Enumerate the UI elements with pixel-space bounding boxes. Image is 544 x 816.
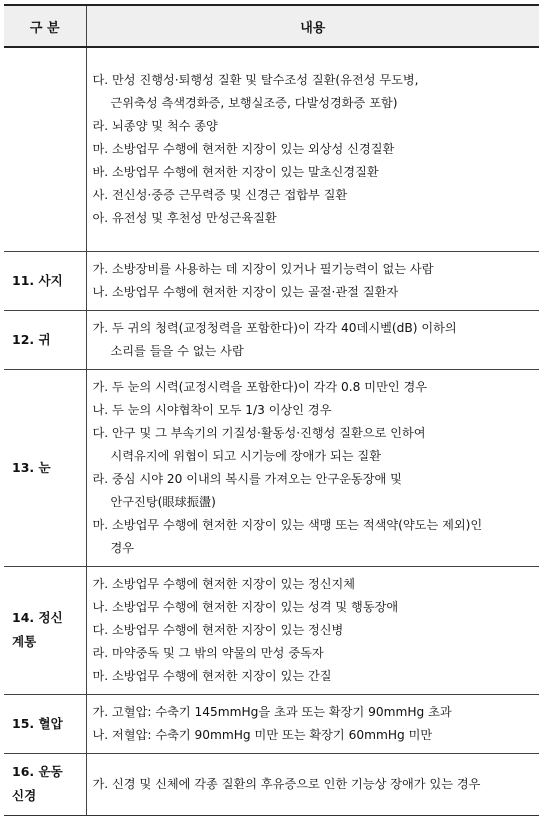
item-text: 다. 만성 진행성·퇴행성 질환 및 탈수조성 질환(유전성 무도병, xyxy=(92,72,419,87)
list-item xyxy=(93,596,536,619)
list-item xyxy=(93,399,536,422)
list-item xyxy=(93,138,536,161)
requirements-table xyxy=(4,4,539,816)
table-row xyxy=(4,310,539,369)
list-item xyxy=(93,115,536,138)
item-text: 아. 유전성 및 후천성 만성근육질환 xyxy=(92,210,277,225)
header-content: 내용 xyxy=(86,5,539,47)
list-item xyxy=(93,619,536,642)
item-text: 마. 소방업무 수행에 현저한 지장이 있는 간질 xyxy=(92,668,332,683)
list-item xyxy=(93,281,536,304)
list-item xyxy=(93,422,536,468)
row-category: 14. 정신 계통 xyxy=(4,566,86,694)
row-category: 15. 혈압 xyxy=(4,694,86,753)
item-text: 사. 전신성·중증 근무력증 및 신경근 접합부 질환 xyxy=(92,187,348,202)
list-item xyxy=(93,773,536,796)
item-text: 마. 소방업무 수행에 현저한 지장이 있는 색맹 또는 적색약(약도는 제외)인 xyxy=(92,517,483,532)
item-text: 가. 소방업무 수행에 현저한 지장이 있는 정신지체 xyxy=(92,576,356,591)
item-text-continuation: 안구진탕(眼球振盪) xyxy=(110,494,216,509)
row-items xyxy=(86,566,539,694)
row-items xyxy=(86,310,539,369)
item-text: 나. 소방업무 수행에 현저한 지장이 있는 성격 및 행동장애 xyxy=(92,599,399,614)
item-text: 나. 저혈압: 수축기 90mmHg 미만 또는 확장기 60mmHg 미만 xyxy=(92,727,433,742)
row-category: 13. 눈 xyxy=(4,369,86,566)
list-item xyxy=(93,514,536,560)
item-text: 라. 마약중독 및 그 밖의 약물의 만성 중독자 xyxy=(92,645,324,660)
row-items xyxy=(86,47,539,251)
table-row xyxy=(4,694,539,753)
list-item xyxy=(93,161,536,184)
row-category: 11. 사지 xyxy=(4,251,86,310)
item-text-continuation: 소리를 들을 수 없는 사람 xyxy=(110,343,244,358)
item-text: 라. 뇌종양 및 척수 종양 xyxy=(92,118,218,133)
list-item xyxy=(93,258,536,281)
list-item xyxy=(93,317,536,363)
table-header-row xyxy=(4,5,539,47)
list-item xyxy=(93,701,536,724)
list-item xyxy=(93,573,536,596)
item-text: 가. 두 귀의 청력(교정청력을 포함한다)이 각각 40데시벨(dB) 이하의 xyxy=(92,320,457,335)
item-text-continuation: 경우 xyxy=(110,540,135,555)
item-text: 라. 중심 시야 20 이내의 복시를 가져오는 안구운동장애 및 xyxy=(92,471,402,486)
table-row xyxy=(4,369,539,566)
row-items xyxy=(86,694,539,753)
item-text-continuation: 시력유지에 위협이 되고 시기능에 장애가 되는 질환 xyxy=(110,448,381,463)
list-item xyxy=(93,724,536,747)
table-body xyxy=(4,47,539,815)
item-text: 나. 두 눈의 시야협착이 모두 1/3 이상인 경우 xyxy=(92,402,332,417)
list-item xyxy=(93,468,536,514)
item-text: 가. 두 눈의 시력(교정시력을 포함한다)이 각각 0.8 미만인 경우 xyxy=(92,379,428,394)
table-row xyxy=(4,566,539,694)
list-item xyxy=(93,376,536,399)
item-text-continuation: 근위축성 측색경화증, 보행실조증, 다발성경화증 포함) xyxy=(110,95,398,110)
list-item xyxy=(93,69,536,115)
header-category: 구 분 xyxy=(4,5,86,47)
list-item xyxy=(93,642,536,665)
row-items xyxy=(86,369,539,566)
row-category: 12. 귀 xyxy=(4,310,86,369)
table-row xyxy=(4,47,539,251)
list-item xyxy=(93,665,536,688)
list-item xyxy=(93,184,536,207)
row-items xyxy=(86,753,539,815)
row-category: 16. 운동 신경 xyxy=(4,753,86,815)
item-text: 나. 소방업무 수행에 현저한 지장이 있는 골절·관절 질환자 xyxy=(92,284,399,299)
item-text: 마. 소방업무 수행에 현저한 지장이 있는 외상성 신경질환 xyxy=(92,141,395,156)
row-items xyxy=(86,251,539,310)
item-text: 다. 소방업무 수행에 현저한 지장이 있는 정신병 xyxy=(92,622,344,637)
table-row xyxy=(4,251,539,310)
list-item xyxy=(93,207,536,230)
item-text: 가. 소방장비를 사용하는 데 지장이 있거나 필기능력이 없는 사람 xyxy=(92,261,434,276)
item-text: 가. 고혈압: 수축기 145mmHg을 초과 또는 확장기 90mmHg 초과 xyxy=(92,704,452,719)
item-text: 가. 신경 및 신체에 각종 질환의 후유증으로 인한 기능상 장애가 있는 경우 xyxy=(92,776,481,791)
item-text: 다. 안구 및 그 부속기의 기질성·활동성·진행성 질환으로 인하여 xyxy=(92,425,426,440)
row-category xyxy=(4,47,86,251)
item-text: 바. 소방업무 수행에 현저한 지장이 있는 말초신경질환 xyxy=(92,164,379,179)
table-row xyxy=(4,753,539,815)
